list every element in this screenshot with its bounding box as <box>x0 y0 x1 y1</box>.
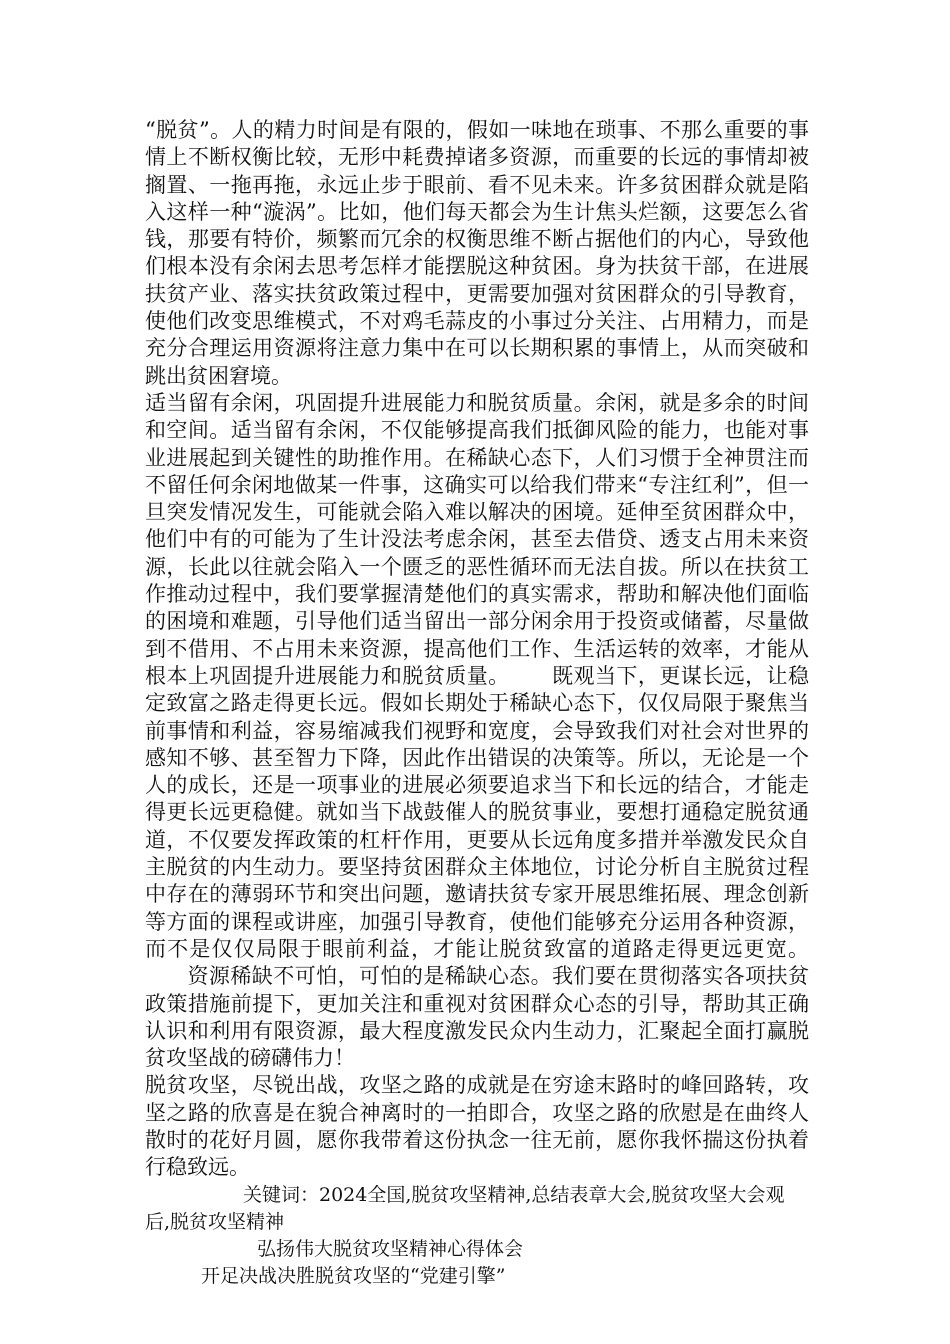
document-body <box>145 117 809 1182</box>
document-page <box>145 117 809 1290</box>
paragraph-4: 资源稀缺不可怕，可怕的是稀缺心态。我们要在贯彻落实各项扶贫政策措施前提下，更加关注和重视对贫困群众心态的引导，帮助其正确认识和利用有限资源，最大程度激发民众内生动力，汇聚起全面打赢脱贫攻坚战的磅礴伟力！ <box>145 964 809 1071</box>
paragraph-3: 既观当下，更谋长远，让稳定致富之路走得更长远。假如长期处于稀缺心态下，仅仅局限于聚焦当前事情和利益，容易缩减我们视野和宽度，会导致我们对社会对世界的感知不够、甚至智力下降，因此作出错误的决策等。所以，无论是一个人的成长，还是一项事业的进展必须要追求当下和长远的结合，才能走得更长远更稳健。就如当下战鼓催人的脱贫事业，要想打通稳定脱贫通道，不仅要发挥政策的杠杆作用，更要从长远角度多措并举激发民众自主脱贫的内生动力。要坚持贫困群众主体地位，讨论分析自主脱贫过程中存在的薄弱环节和突出问题，邀请扶贫专家开展思维拓展、理念创新等方面的课程或讲座，加强引导教育，使他们能够充分运用各种资源，而不是仅仅局限于眼前利益，才能让脱贫致富的道路走得更远更宽。 <box>145 663 810 961</box>
keywords-line: 关键词：2024全国,脱贫攻坚精神,总结表章大会,脱贫攻坚大会观后,脱贫攻坚精神 <box>145 1183 785 1233</box>
paragraph-5: 脱贫攻坚，尽锐出战，攻坚之路的成就是在穷途末路时的峰回路转，攻坚之路的欣喜是在貌合神离时的一拍即合，攻坚之路的欣慰是在曲终人散时的花好月圆，愿你我带着这份执念一往无前，愿你我怀揣这份执着行稳致远。 <box>145 1073 809 1180</box>
article-title-1: 弘扬伟大脱贫攻坚精神心得体会 <box>257 1237 524 1260</box>
paragraph-2: 适当留有余闲，巩固提升进展能力和脱贫质量。余闲，就是多余的时间和空间。适当留有余闲，不仅能够提高我们抵御风险的能力，也能对事业进展起到关键性的助推作用。在稀缺心态下，人们习惯于全神贯注而不留任何余闲地做某一件事，这确实可以给我们带来“专注红利”，但一旦突发情况发生，可能就会陷入难以解决的困境。延伸至贫困群众中，他们中有的可能为了生计没法考虑余闲，甚至去借贷、透支占用未来资源，长此以往就会陷入一个匮乏的恶性循环而无法自拔。所以在扶贫工作推动过程中，我们要掌握清楚他们的真实需求，帮助和解决他们面临的困境和难题，引导他们适当留出一部分闲余用于投资或储蓄，尽量做到不借用、不占用未来资源，提高他们工作、生活运转的效率，才能从根本上巩固提升进展能力和脱贫质量。 <box>145 390 809 688</box>
article-title-2: 开足决战决胜脱贫攻坚的“党建引擎” <box>201 1264 506 1287</box>
paragraph-1: “脱贫”。人的精力时间是有限的，假如一味地在琐事、不那么重要的事情上不断权衡比较，无形中耗费掉诸多资源，而重要的长远的事情却被搁置、一拖再拖，永远止步于眼前、看不见未来。许多贫困群众就是陷入这样一种“漩涡”。比如，他们每天都会为生计焦头烂额，这要怎么省钱，那要有特价，频繁而冗余的权衡思维不断占据他们的内心，导致他们根本没有余闲去思考怎样才能摆脱这种贫困。身为扶贫干部，在进展扶贫产业、落实扶贫政策过程中，更需要加强对贫困群众的引导教育，使他们改变思维模式，不对鸡毛蒜皮的小事过分关注、占用精力，而是充分合理运用资源将注意力集中在可以长期积累的事情上，从而突破和跳出贫困窘境。 <box>145 118 809 388</box>
